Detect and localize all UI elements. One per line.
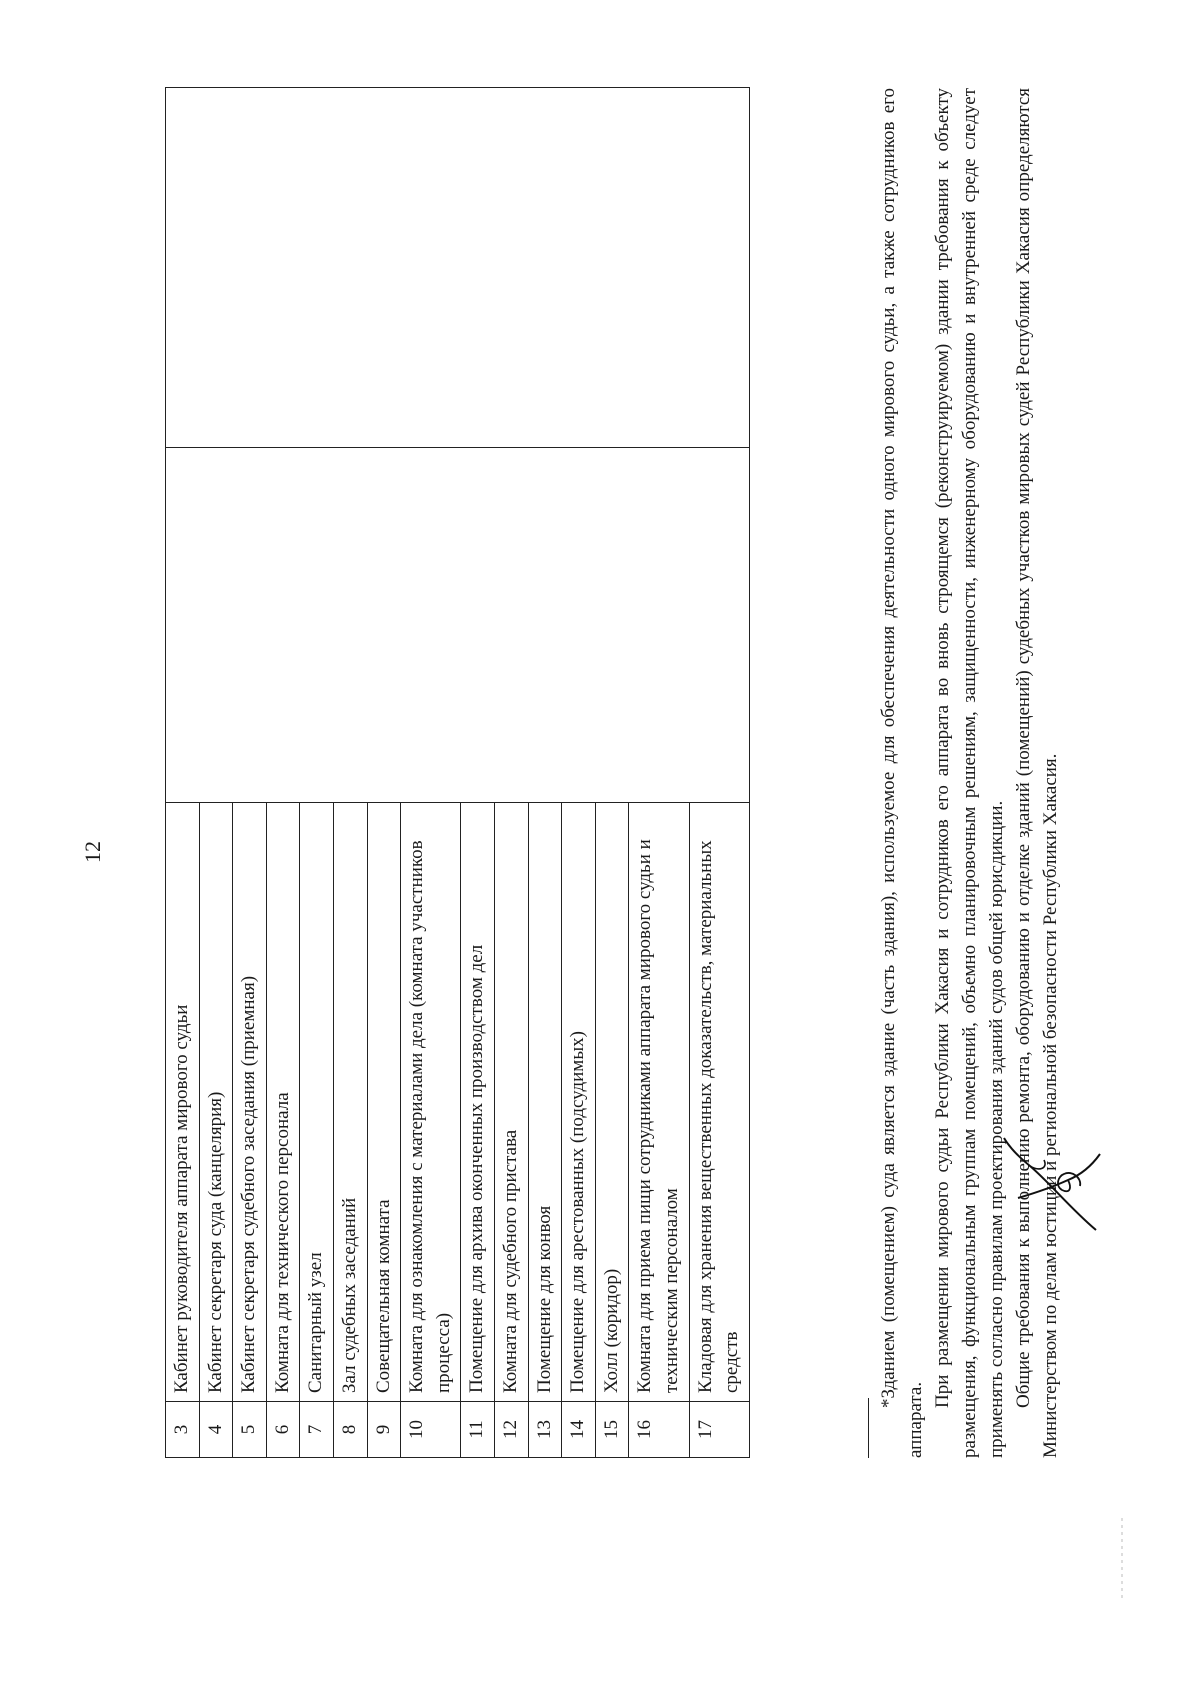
footnotes [875,88,1064,1458]
room-name: Кабинет секретаря судебного заседания (приемная) [233,803,267,1402]
room-name: Совещательная комната [367,803,401,1402]
room-number: 10 [401,1402,461,1458]
table-row [367,88,401,1458]
room-name: Помещение для архива оконченных производством дел [461,803,495,1402]
table-row [266,88,300,1458]
room-number: 11 [461,1402,495,1458]
footnote-rule [868,1398,869,1458]
empty-cell [333,88,367,448]
room-name: Комната для технического персонала [266,803,300,1402]
room-number: 4 [199,1402,233,1458]
room-number: 3 [166,1402,200,1458]
page-number: 12 [80,841,105,863]
room-name: Помещение для арестованных (подсудимых) [562,803,596,1402]
empty-cell [401,448,461,803]
room-number: 7 [300,1402,334,1458]
empty-cell [333,448,367,803]
empty-cell [461,448,495,803]
room-name: Кабинет секретаря суда (канцелярия) [199,803,233,1402]
table-row [199,88,233,1458]
empty-cell [629,448,689,803]
footnote-definition: *Зданием (помещением) суда является здание (часть здания), используемое для обеспечения деятельности одного мирового судьи, а также сотрудников его аппарата. [878,88,926,1458]
table-row [494,88,528,1458]
room-number: 8 [333,1402,367,1458]
scan-artifact [1120,1518,1124,1598]
empty-cell [166,88,200,448]
empty-cell [199,88,233,448]
rooms-table [165,87,750,1458]
room-name: Комната для судебного пристава [494,803,528,1402]
table-row [166,88,200,1458]
room-number: 6 [266,1402,300,1458]
empty-cell [595,88,629,448]
rooms-table-body [166,88,750,1458]
room-number: 13 [528,1402,562,1458]
room-number: 9 [367,1402,401,1458]
room-number: 15 [595,1402,629,1458]
table-row [528,88,562,1458]
room-name: Кладовая для хранения вещественных доказательств, материальных средств [689,803,749,1402]
room-name: Кабинет руководителя аппарата мирового судьи [166,803,200,1402]
room-number: 14 [562,1402,596,1458]
empty-cell [367,448,401,803]
empty-cell [629,88,689,448]
table-row [562,88,596,1458]
empty-cell [300,88,334,448]
empty-cell [266,448,300,803]
empty-cell [494,448,528,803]
empty-cell [367,88,401,448]
empty-cell [562,88,596,448]
empty-cell [266,88,300,448]
room-name: Комната для приема пищи сотрудниками аппарата мирового судьи и техническим персоналом [629,803,689,1402]
empty-cell [199,448,233,803]
empty-cell [300,448,334,803]
table-row [233,88,267,1458]
empty-cell [562,448,596,803]
footnote-requirements: Общие требования к выполнению ремонта, оборудованию и отделке зданий (помещений) судебных участков мировых судей Республики Хакасия определяются Министерством по делам юстиции и региональной безопасности Республики Хакасия. [1013,88,1061,1458]
empty-cell [233,88,267,448]
empty-cell [528,448,562,803]
empty-cell [595,448,629,803]
handwritten-signature [1000,1128,1110,1238]
room-number: 16 [629,1402,689,1458]
room-number: 12 [494,1402,528,1458]
room-name: Холл (коридор) [595,803,629,1402]
empty-cell [689,448,749,803]
empty-cell [689,88,749,448]
table-row [333,88,367,1458]
empty-cell [528,88,562,448]
empty-cell [166,448,200,803]
table-row [595,88,629,1458]
room-number: 5 [233,1402,267,1458]
table-row [461,88,495,1458]
table-row [689,88,749,1458]
table-row [401,88,461,1458]
empty-cell [461,88,495,448]
room-name: Санитарный узел [300,803,334,1402]
empty-cell [233,448,267,803]
footnote-placement: При размещении мирового судьи Республики Хакасия и сотрудников его аппарата во вновь строящемся (реконструируемом) здании требования к объекту размещения, функциональным группам помещений, объемно планировочным решениям, защищенности, инженерному оборудованию и внутренней среде следует применять согласно правилам проектирования зданий судов общей юрисдикции. [932,88,1007,1458]
room-name: Помещение для конвоя [528,803,562,1402]
empty-cell [401,88,461,448]
room-number: 17 [689,1402,749,1458]
room-name: Комната для ознакомления с материалами дела (комната участников процесса) [401,803,461,1402]
room-name: Зал судебных заседаний [333,803,367,1402]
table-row [300,88,334,1458]
table-row [629,88,689,1458]
empty-cell [494,88,528,448]
